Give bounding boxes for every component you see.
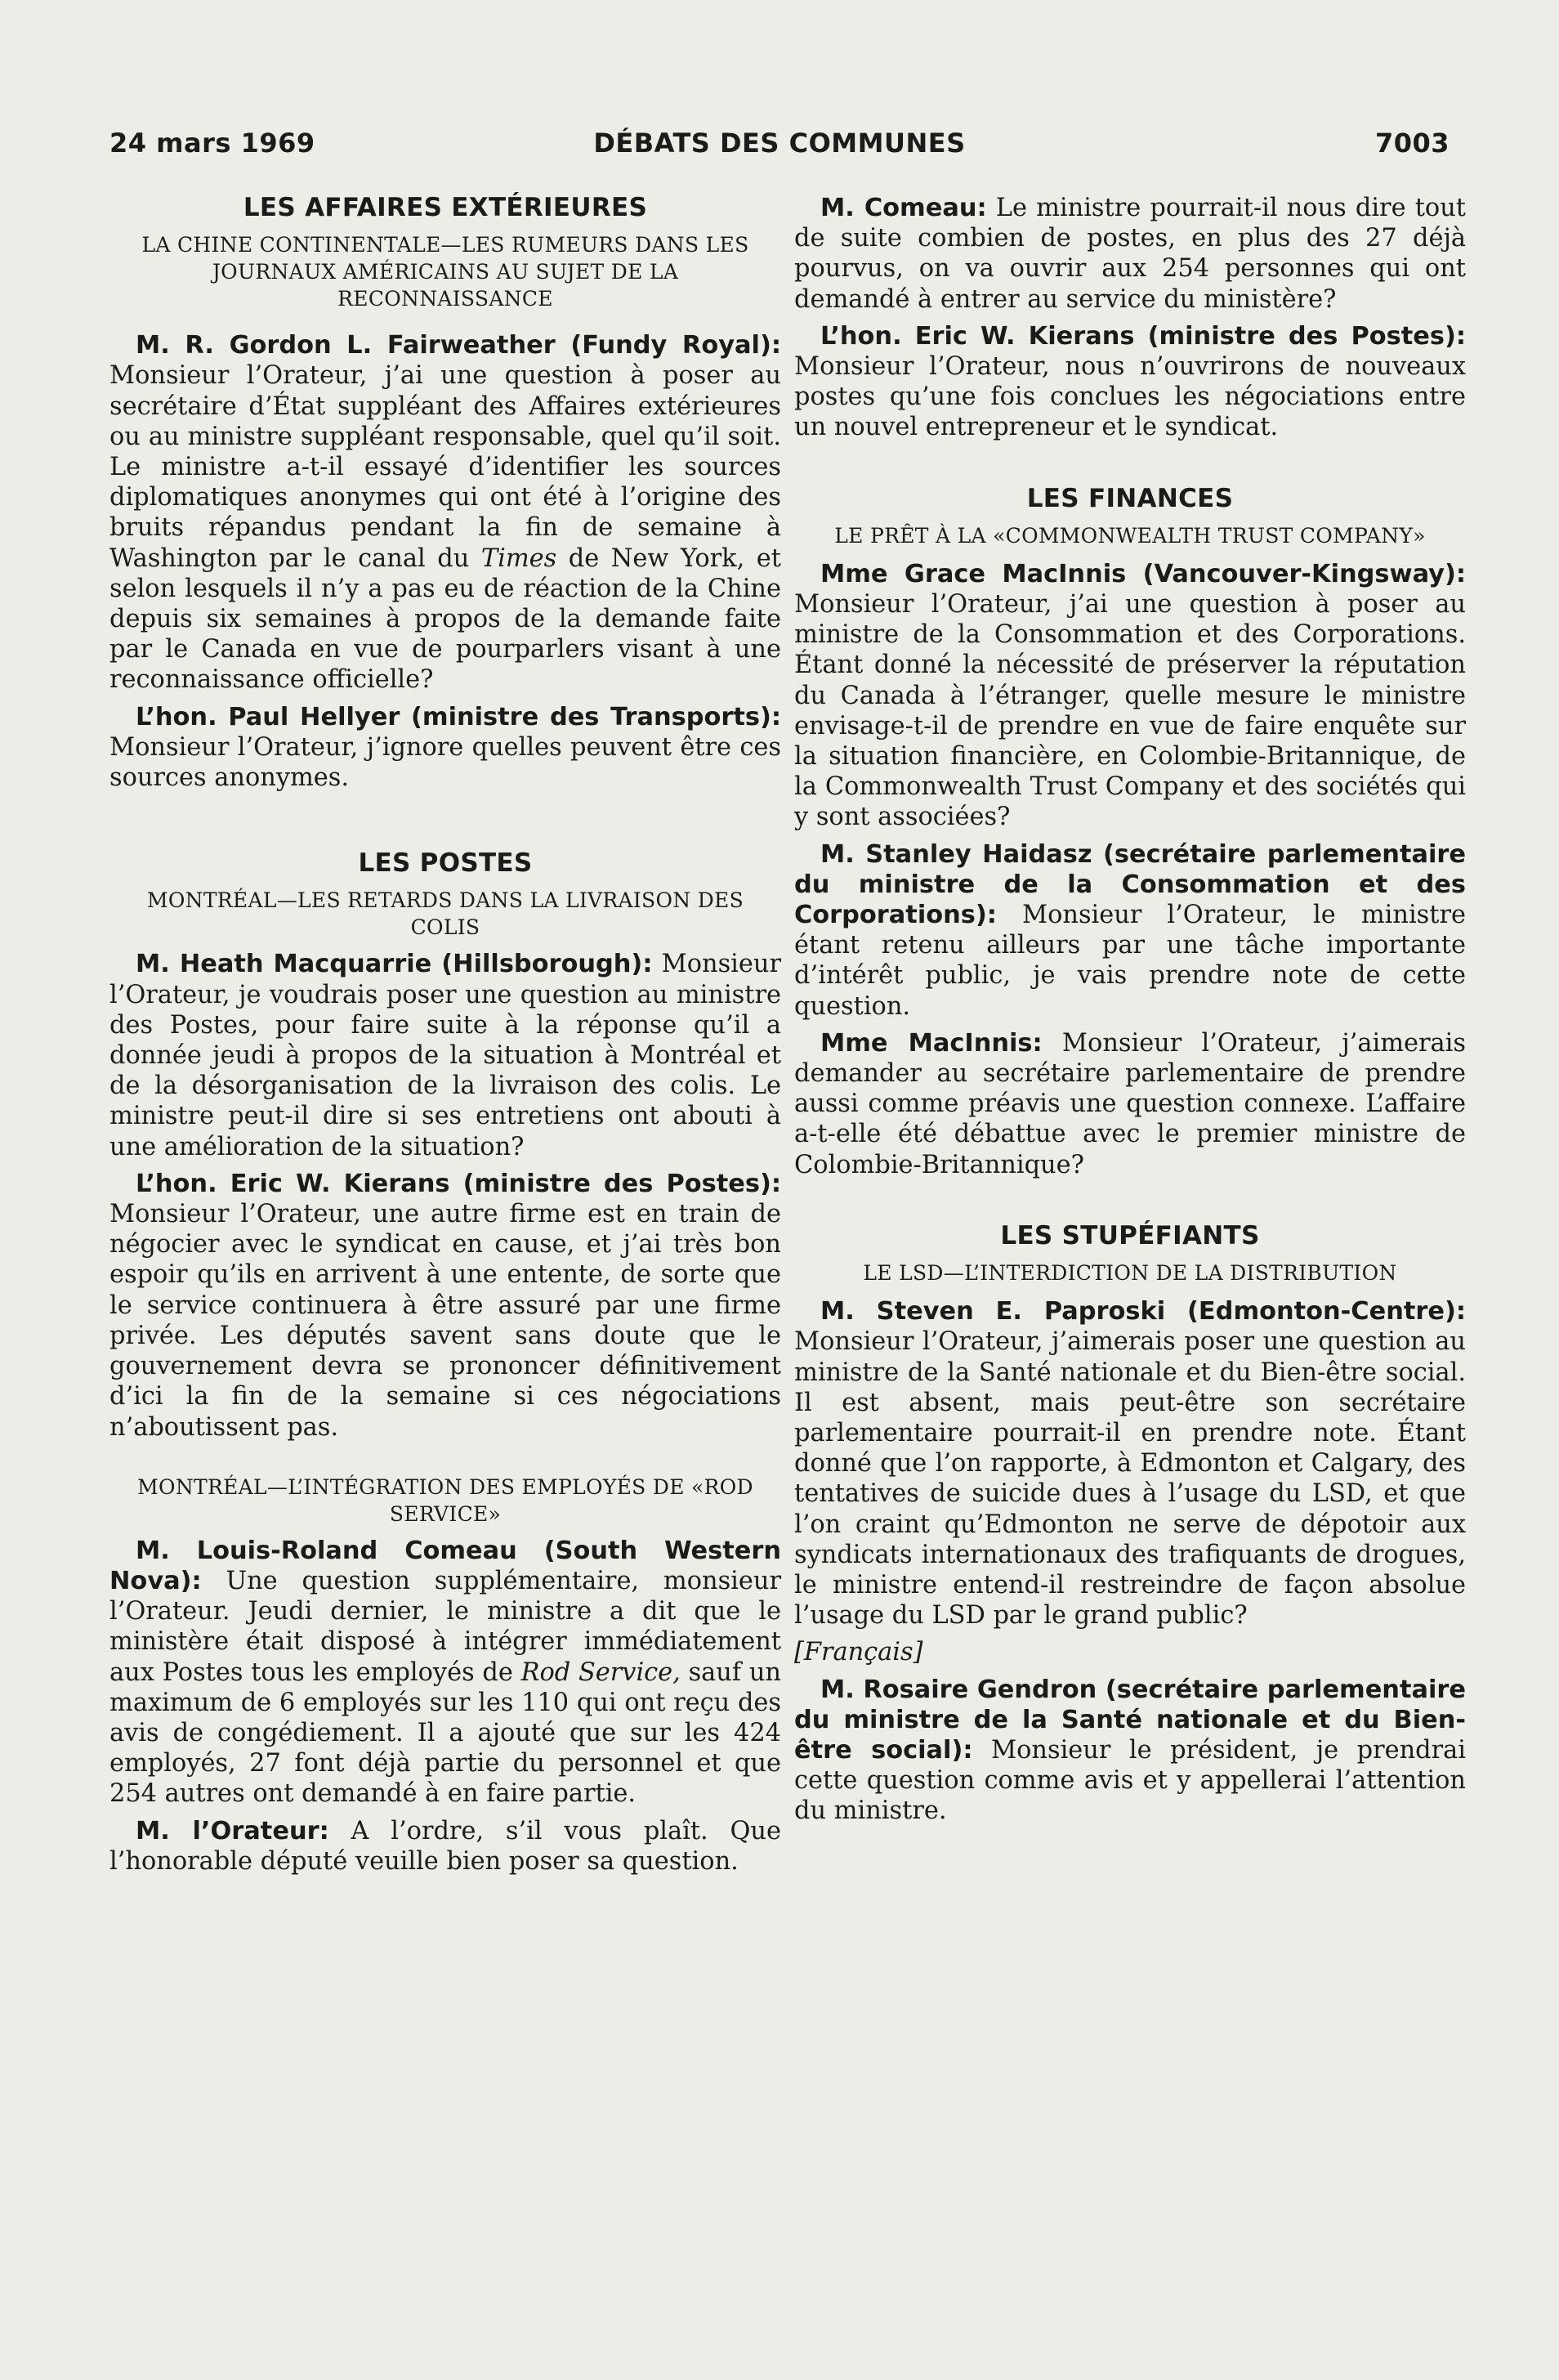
paragraph-text: Une question supplémentaire, monsieur l’Orateur. Jeudi dernier, le ministre a dit que le ministère était disposé à intégrer immédiatement aux Postes tous les employés de [109,1566,781,1687]
section-heading: LES STUPÉFIANTS [1000,1220,1260,1250]
paragraph-text: Monsieur le président, je prendrai cette question comme avis et y appellerai l’attention du ministre. [794,1735,1466,1826]
italic-text: Times [480,544,557,573]
speaker: M. Stanley Haidasz (secrétaire parlementaire du ministre de la Consommation et des Corporations): [794,839,1466,930]
page-number: 7003 [1374,128,1450,159]
paragraph-text: Le ministre pourrait-il nous dire tout de suite combien de postes, en plus des 27 déjà pourvus, on va ouvrir aux 254 personnes qui ont demandé à entrer au service du ministère? [794,194,1467,314]
section-heading: LES FINANCES [1026,483,1234,513]
right-column [794,193,1466,1827]
left-column [109,193,781,1877]
page-title: DÉBATS DES COMMUNES [593,128,966,159]
paragraph [794,1296,1466,1631]
paragraph [109,949,781,1161]
paragraph [794,1675,1466,1827]
paragraph-text: de New York, et selon lesquels il n’y a pas eu de réaction de la Chine depuis six semaines à propos de la demande faite par le Canada en vue de pourparlers visant à une reconnaissance officielle? [109,544,781,695]
section-subheading: LE PRÊT À LA «COMMONWEALTH TRUST COMPANY» [834,523,1426,548]
speaker: M. Steven E. Paproski (Edmonton-Centre): [820,1297,1466,1326]
speaker: L’hon. Paul Hellyer (ministre des Transports): [136,702,781,731]
paragraph-text: Monsieur l’Orateur, j’aimerais demander au secrétaire parlementaire de prendre aussi comme préavis une question connexe. L’affaire a-t-elle été débattue avec le premier ministre de Colombie-Britannique? [794,1028,1466,1179]
speaker: L’hon. Eric W. Kierans (ministre des Postes): [820,321,1466,351]
speaker: Mme Grace MacInnis (Vancouver-Kingsway): [820,559,1466,588]
italic-text: Rod Service, [520,1658,681,1687]
section-subheading: MONTRÉAL—LES RETARDS DANS LA LIVRAISON DES COLIS [146,888,744,940]
section-heading: LES AFFAIRES EXTÉRIEURES [243,193,648,222]
speaker: M. Heath Macquarrie (Hillsborough): [136,950,653,979]
paragraph-text: Monsieur l’Orateur, j’ai une question à poser au secrétaire d’État suppléant des Affaires extérieures ou au ministre suppléant responsable, quel qu’il soit. Le ministre a-t-il essayé d’identifier les sources diplomatiques anonymes qui ont été à l’origine des bruits répandus pendant la fin de semaine à Washington par le canal du [109,361,781,573]
paragraph-text: Monsieur l’Orateur, j’aimerais poser une question au ministre de la Santé nationale et du Bien-être social. Il est absent, mais peut-être son secrétaire parlementaire pourrait-il en prendre note. Étant donné que l’on rapporte, à Edmonton et Calgary, des tentatives de suicide dues à l’usage du LSD, et que l’on craint qu’Edmonton ne serve de dépotoir aux syndicats internationaux des trafiquants de drogues, le ministre entend-il restreindre de façon absolue l’usage du LSD par le grand public? [794,1327,1466,1631]
page-date: 24 mars 1969 [109,128,315,159]
paragraph [794,559,1466,833]
paragraph [109,1169,781,1443]
language-note: [Français] [794,1638,923,1667]
paragraph [109,330,781,695]
speaker: M. R. Gordon L. Fairweather (Fundy Royal): [136,331,781,360]
speaker: Mme MacInnis: [820,1028,1043,1058]
paragraph [794,839,1466,1022]
speaker: M. Louis-Roland Comeau (South Western Nova): [109,1536,781,1595]
paragraph-text: A l’ordre, s’il vous plaît. Que l’honorable député veuille bien poser sa question. [109,1816,781,1876]
paragraph-text: Monsieur l’Orateur, nous n’ouvrirons de nouveaux postes qu’une fois conclues les négociations entre un nouvel entrepreneur et le syndicat. [794,352,1466,442]
speaker: M. Comeau: [820,194,987,222]
paragraph [794,193,1466,315]
paragraph [109,1816,781,1877]
paragraph [794,1028,1466,1180]
speaker: M. l’Orateur: [136,1816,329,1845]
speaker: M. Rosaire Gendron (secrétaire parlementaire du ministre de la Santé nationale et du Bien-être social): [794,1675,1466,1765]
paragraph-text: Monsieur l’Orateur, j’ignore quelles peuvent être ces sources anonymes. [109,732,781,793]
speaker: L’hon. Eric W. Kierans (ministre des Postes): [136,1169,781,1198]
paragraph [794,321,1466,443]
paragraph-text: Monsieur l’Orateur, j’ai une question à poser au ministre de la Consommation et des Corporations. Étant donné la nécessité de préserver la réputation du Canada à l’étranger, quelle mesure le ministre envisage-t-il de prendre en vue de faire enquête sur la situation financière, en Colombie-Britannique, de la Commonwealth Trust Company et des sociétés qui y sont associées? [794,590,1466,832]
paragraph [109,702,781,794]
paragraph-text: Monsieur l’Orateur, une autre firme est en train de négocier avec le syndicat en cause, et j’ai très bon espoir qu’ils en arrivent à une entente, de sorte que le service continuera à être assuré par une firme privée. Les députés savent sans doute que le gouvernement devra se prononcer définitivement d’ici la fin de la semaine si ces négociations n’aboutissent pas. [109,1200,781,1442]
paragraph-text: sauf un maximum de 6 employés sur les 110 qui ont reçu des avis de congédiement. Il a ajouté que sur les 424 employés, 27 font déjà partie du personnel et que 254 autres ont demandé à en faire partie. [109,1658,781,1809]
section-subheading: LA CHINE CONTINENTALE—LES RUMEURS DANS LES JOURNAUX AMÉRICAINS AU SUJET DE LA RECONNAISSANCE [141,233,749,311]
section-subheading: LE LSD—L’INTERDICTION DE LA DISTRIBUTION [863,1261,1397,1286]
section-heading: LES POSTES [358,848,533,879]
paragraph-text: Monsieur l’Orateur, le ministre étant retenu ailleurs par une tâche importante d’intérêt public, je vais prendre note de cette question. [794,901,1466,1021]
section-subheading: MONTRÉAL—L’INTÉGRATION DES EMPLOYÉS DE «ROD SERVICE» [137,1474,753,1526]
paragraph-text: Monsieur l’Orateur, je voudrais poser une question au ministre des Postes, pour faire suite à la réponse qu’il a donnée jeudi à propos de la situation à Montréal et de la désorganisation de la livraison des colis. Le ministre peut-il dire si ses entretiens ont abouti à une amélioration de la situation? [109,950,781,1161]
paragraph [109,1536,781,1810]
